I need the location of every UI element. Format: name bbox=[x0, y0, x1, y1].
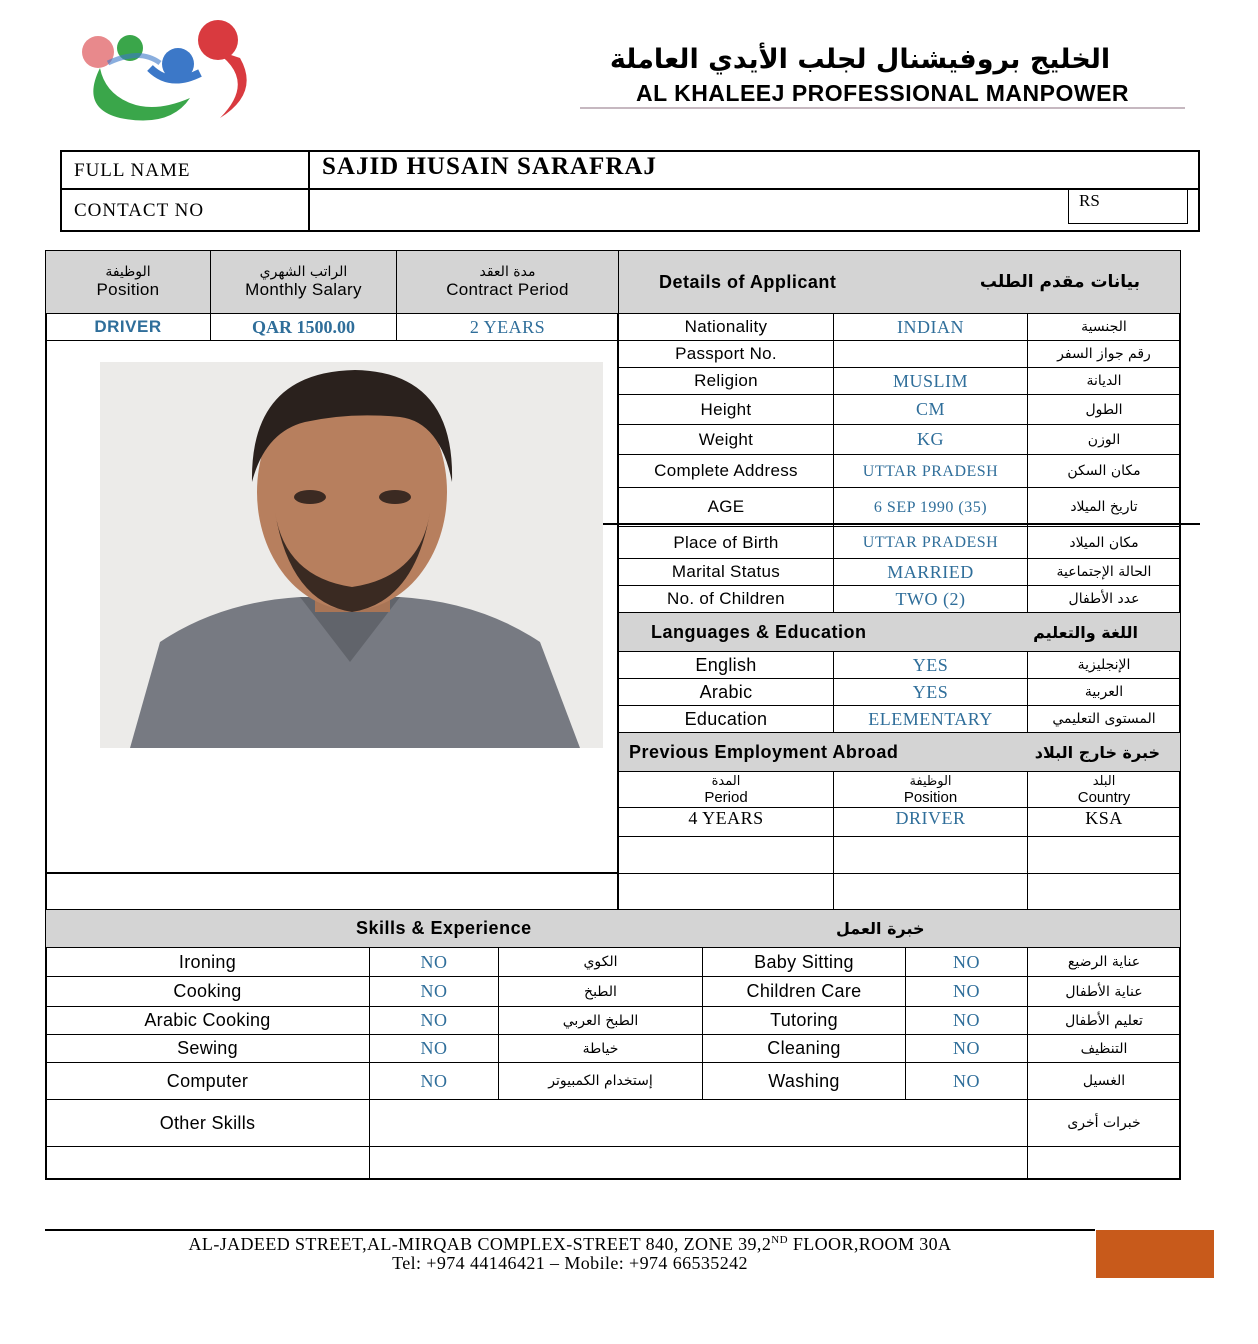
skill-label-ar: الطبخ العربي bbox=[562, 1012, 639, 1029]
detail-label: AGE bbox=[707, 497, 745, 516]
detail-value: MARRIED bbox=[887, 561, 974, 582]
emp-position-header-en: Position bbox=[903, 788, 958, 806]
detail-label-cell bbox=[618, 526, 834, 559]
detail-ar-cell bbox=[1027, 558, 1181, 586]
skill-value-cell bbox=[905, 1062, 1028, 1100]
detail-ar-cell bbox=[1027, 367, 1181, 395]
emp-empty-2a bbox=[618, 873, 834, 911]
contract-header-ar: مدة العقد bbox=[479, 264, 536, 280]
period-header-ar: المدة bbox=[711, 773, 741, 789]
salary-header-ar: الراتب الشهري bbox=[259, 264, 348, 280]
languages-title-ar: اللغة والتعليم bbox=[1033, 622, 1138, 642]
skill-value-cell bbox=[369, 1006, 499, 1035]
detail-label-ar: مكان السكن bbox=[1067, 463, 1141, 479]
detail-value-cell bbox=[833, 340, 1028, 368]
skill-value: NO bbox=[420, 1070, 448, 1091]
applicant-photo bbox=[100, 362, 603, 748]
period-header bbox=[618, 771, 834, 808]
skill-ar-cell bbox=[498, 1034, 703, 1063]
skill-value: NO bbox=[420, 1038, 448, 1058]
language-label-ar: الإنجليزية bbox=[1077, 657, 1131, 673]
detail-label: Nationality bbox=[684, 317, 768, 336]
skill-label-ar: تعليم الأطفال bbox=[1065, 1012, 1143, 1029]
skill-ar-cell bbox=[498, 1062, 703, 1100]
skill-ar-cell bbox=[498, 947, 703, 977]
detail-value-cell bbox=[833, 367, 1028, 395]
language-value: YES bbox=[912, 681, 949, 702]
detail-value-cell bbox=[833, 394, 1028, 425]
skill-label: Tutoring bbox=[770, 1010, 838, 1030]
detail-label-cell bbox=[618, 558, 834, 586]
company-logo bbox=[60, 18, 270, 128]
skill-label: Cooking bbox=[173, 981, 242, 1001]
skill-ar-cell bbox=[1027, 976, 1181, 1007]
contact-label: CONTACT NO bbox=[74, 200, 205, 221]
name-label-divider bbox=[308, 150, 310, 232]
skill-label: Ironing bbox=[178, 951, 237, 972]
period-header-en: Period bbox=[704, 788, 748, 806]
contract-header-en: Contract Period bbox=[446, 280, 569, 299]
language-label-ar: العربية bbox=[1084, 684, 1124, 700]
name-divider bbox=[60, 188, 1200, 190]
period-value bbox=[618, 807, 834, 837]
language-value-cell bbox=[833, 705, 1028, 733]
other-skills-label: Other Skills bbox=[159, 1112, 256, 1133]
detail-label: Height bbox=[700, 399, 752, 419]
skill-value: NO bbox=[953, 981, 980, 1001]
detail-label: Passport No. bbox=[675, 344, 777, 363]
detail-label-ar: الديانة bbox=[1086, 373, 1122, 389]
footer-accent-block bbox=[1096, 1230, 1214, 1278]
contract-value bbox=[396, 313, 619, 341]
skill-label-cell bbox=[702, 1034, 906, 1063]
detail-label-ar: عدد الأطفال bbox=[1068, 591, 1140, 607]
detail-label-ar: الطول bbox=[1085, 401, 1123, 418]
employment-header bbox=[618, 732, 1181, 772]
skill-label: Computer bbox=[166, 1070, 249, 1091]
skill-label-cell bbox=[702, 976, 906, 1007]
language-ar-cell bbox=[1027, 651, 1181, 679]
detail-label-cell bbox=[618, 487, 834, 527]
skill-label-cell bbox=[45, 1034, 370, 1063]
company-name-arabic: الخليج بروفيشنال لجلب الأيدي العاملة bbox=[609, 44, 1111, 75]
detail-ar-cell bbox=[1027, 487, 1181, 527]
skill-ar-cell bbox=[1027, 1062, 1181, 1100]
contract-value-text: 2 YEARS bbox=[469, 316, 546, 337]
detail-value: MUSLIM bbox=[892, 370, 968, 391]
employment-title-ar: خبرة خارج البلاد bbox=[1034, 742, 1160, 762]
skill-value-cell bbox=[369, 1034, 499, 1063]
detail-label: Religion bbox=[694, 371, 758, 390]
detail-ar-cell bbox=[1027, 424, 1181, 455]
languages-title-en: Languages & Education bbox=[651, 621, 867, 642]
skill-value-cell bbox=[905, 976, 1028, 1007]
skill-value-cell bbox=[905, 1006, 1028, 1035]
skill-label-ar: عناية الأطفال bbox=[1065, 983, 1143, 1000]
detail-value-cell bbox=[833, 424, 1028, 455]
other-skills-empty-c bbox=[1027, 1146, 1181, 1180]
skills-title-ar: خبرة العمل bbox=[836, 919, 925, 938]
skill-value: NO bbox=[953, 1010, 980, 1030]
detail-value-cell bbox=[833, 313, 1028, 341]
footer-address-sup: ND bbox=[771, 1234, 788, 1246]
emp-empty-1c bbox=[1027, 836, 1181, 874]
age-row-rule bbox=[603, 523, 1200, 525]
language-label: Education bbox=[684, 708, 768, 729]
detail-label-cell bbox=[618, 313, 834, 341]
details-title-ar: بيانات مقدم الطلب bbox=[979, 272, 1140, 292]
detail-label: Weight bbox=[698, 429, 754, 449]
skill-label-cell bbox=[702, 1006, 906, 1035]
languages-header bbox=[618, 612, 1181, 652]
position-header-ar: الوظيفة bbox=[105, 264, 151, 280]
skills-header bbox=[45, 909, 1181, 948]
emp-position-header bbox=[833, 771, 1028, 808]
detail-value: UTTAR PRADESH bbox=[862, 462, 999, 480]
detail-value-cell bbox=[833, 487, 1028, 527]
skill-value: NO bbox=[420, 951, 448, 972]
emp-empty-2c bbox=[1027, 873, 1181, 911]
skill-label-ar: الغسيل bbox=[1082, 1073, 1126, 1089]
language-label-cell bbox=[618, 651, 834, 679]
position-value bbox=[45, 313, 211, 341]
detail-value: KG bbox=[917, 429, 944, 449]
skill-label-cell bbox=[702, 947, 906, 977]
language-label-cell bbox=[618, 705, 834, 733]
country-header-en: Country bbox=[1077, 788, 1131, 806]
salary-value-text: QAR 1500.00 bbox=[252, 316, 355, 337]
skill-value: NO bbox=[953, 1038, 980, 1058]
other-skills-ar-cell bbox=[1027, 1099, 1181, 1147]
skill-ar-cell bbox=[498, 1006, 703, 1035]
detail-ar-cell bbox=[1027, 313, 1181, 341]
emp-position-value bbox=[833, 807, 1028, 837]
period-value-text: 4 YEARS bbox=[688, 808, 764, 828]
skill-value: NO bbox=[420, 1010, 448, 1030]
detail-ar-cell bbox=[1027, 454, 1181, 488]
other-skills-empty-a bbox=[45, 1146, 370, 1180]
contract-header bbox=[396, 250, 619, 314]
country-value-text: KSA bbox=[1085, 808, 1123, 828]
skill-value-cell bbox=[369, 947, 499, 977]
other-skills-value-cell bbox=[369, 1099, 1028, 1147]
other-skills-empty-b bbox=[369, 1146, 1028, 1180]
emp-empty-1b bbox=[833, 836, 1028, 874]
language-value-cell bbox=[833, 651, 1028, 679]
country-header bbox=[1027, 771, 1181, 808]
reference-code: RS bbox=[1068, 188, 1188, 224]
details-header bbox=[618, 250, 1181, 314]
detail-value: CM bbox=[915, 399, 945, 419]
company-name-english: AL KHALEEJ PROFESSIONAL MANPOWER bbox=[635, 80, 1130, 106]
skill-value: NO bbox=[953, 951, 980, 972]
language-ar-cell bbox=[1027, 678, 1181, 706]
detail-value: 6 SEP 1990 (35) bbox=[873, 498, 988, 516]
footer-rule bbox=[45, 1229, 1095, 1231]
footer-phones: Tel: +974 44146421 – Mobile: +974 66535242 bbox=[392, 1253, 748, 1273]
emp-position-header-ar: الوظيفة bbox=[909, 773, 952, 789]
skill-label: Cleaning bbox=[767, 1038, 841, 1058]
detail-label-ar: رقم جواز السفر bbox=[1057, 346, 1151, 362]
detail-label: Place of Birth bbox=[673, 532, 779, 552]
detail-label: Marital Status bbox=[671, 562, 781, 581]
skill-label-cell bbox=[45, 947, 370, 977]
skill-label-ar: الطبخ bbox=[584, 983, 617, 1000]
detail-ar-cell bbox=[1027, 394, 1181, 425]
detail-label-cell bbox=[618, 367, 834, 395]
skill-value-cell bbox=[369, 976, 499, 1007]
skill-ar-cell bbox=[498, 976, 703, 1007]
left-lower-row-rule bbox=[45, 872, 619, 874]
salary-header bbox=[210, 250, 397, 314]
detail-value-cell bbox=[833, 526, 1028, 559]
skill-label-ar: التنظيف bbox=[1080, 1040, 1128, 1057]
detail-label-ar: مكان الميلاد bbox=[1069, 534, 1139, 551]
skill-value: NO bbox=[953, 1070, 980, 1091]
skill-value-cell bbox=[905, 1034, 1028, 1063]
skill-label-ar: عناية الرضيع bbox=[1067, 954, 1141, 970]
language-label-cell bbox=[618, 678, 834, 706]
language-ar-cell bbox=[1027, 705, 1181, 733]
details-title-en: Details of Applicant bbox=[659, 271, 837, 292]
language-label: English bbox=[695, 654, 757, 675]
language-value: YES bbox=[912, 654, 949, 675]
country-header-ar: البلد bbox=[1092, 773, 1116, 789]
detail-value-cell bbox=[833, 585, 1028, 613]
detail-ar-cell bbox=[1027, 585, 1181, 613]
skill-ar-cell bbox=[1027, 947, 1181, 977]
skill-label: Arabic Cooking bbox=[144, 1010, 271, 1030]
full-name-label: FULL NAME bbox=[74, 160, 191, 181]
skill-ar-cell bbox=[1027, 1034, 1181, 1063]
language-value: ELEMENTARY bbox=[868, 708, 993, 729]
footer-address-main: AL-JADEED STREET,AL-MIRQAB COMPLEX-STREET 840, ZONE 39,2 bbox=[188, 1234, 772, 1254]
emp-empty-1a bbox=[618, 836, 834, 874]
detail-label-ar: الوزن bbox=[1087, 431, 1121, 448]
skill-value-cell bbox=[905, 947, 1028, 977]
skills-title-en: Skills & Experience bbox=[356, 918, 532, 938]
emp-empty-2b bbox=[833, 873, 1028, 911]
language-label: Arabic bbox=[699, 681, 753, 702]
country-value bbox=[1027, 807, 1181, 837]
skill-value: NO bbox=[420, 981, 448, 1001]
skill-label-cell bbox=[45, 976, 370, 1007]
detail-label-cell bbox=[618, 424, 834, 455]
skill-label: Baby Sitting bbox=[754, 951, 854, 972]
skill-value-cell bbox=[369, 1062, 499, 1100]
skill-label-ar: الكوي bbox=[583, 954, 618, 970]
skill-label-ar: خياطة bbox=[582, 1040, 619, 1057]
skill-ar-cell bbox=[1027, 1006, 1181, 1035]
detail-label: Complete Address bbox=[654, 461, 798, 480]
emp-position-value-text: DRIVER bbox=[895, 808, 966, 828]
detail-label-ar: الحالة الإجتماعية bbox=[1056, 564, 1152, 580]
skill-label-cell bbox=[45, 1006, 370, 1035]
salary-value bbox=[210, 313, 397, 341]
position-value-text: DRIVER bbox=[94, 317, 162, 336]
detail-label-ar: تاريخ الميلاد bbox=[1070, 499, 1138, 515]
position-header-en: Position bbox=[96, 280, 160, 299]
footer-address bbox=[45, 1234, 1095, 1255]
position-header bbox=[45, 250, 211, 314]
skill-label-cell bbox=[702, 1062, 906, 1100]
detail-ar-cell bbox=[1027, 340, 1181, 368]
full-name-value: SAJID HUSAIN SARAFRAJ bbox=[322, 153, 657, 180]
detail-value: UTTAR PRADESH bbox=[862, 534, 999, 551]
skill-label: Washing bbox=[768, 1070, 840, 1091]
language-value-cell bbox=[833, 678, 1028, 706]
language-label-ar: المستوى التعليمي bbox=[1052, 711, 1156, 727]
skill-label: Children Care bbox=[746, 981, 862, 1001]
detail-value-cell bbox=[833, 454, 1028, 488]
detail-label-cell bbox=[618, 585, 834, 613]
detail-value: INDIAN bbox=[897, 316, 964, 337]
other-skills-label-cell bbox=[45, 1099, 370, 1147]
detail-label-cell bbox=[618, 340, 834, 368]
detail-label-cell bbox=[618, 454, 834, 488]
header-rule bbox=[580, 107, 1185, 109]
detail-label-cell bbox=[618, 394, 834, 425]
skill-label-ar: إستخدام الكمبيوتر bbox=[548, 1073, 653, 1089]
detail-value: TWO (2) bbox=[895, 588, 966, 609]
detail-ar-cell bbox=[1027, 526, 1181, 559]
salary-header-en: Monthly Salary bbox=[245, 280, 362, 299]
skill-label: Sewing bbox=[177, 1038, 238, 1058]
other-skills-ar: خبرات أخرى bbox=[1067, 1115, 1141, 1131]
detail-label: No. of Children bbox=[667, 589, 785, 608]
skill-label-cell bbox=[45, 1062, 370, 1100]
employment-title-en: Previous Employment Abroad bbox=[629, 741, 899, 762]
footer-address-end: FLOOR,ROOM 30A bbox=[787, 1234, 952, 1254]
detail-label-ar: الجنسية bbox=[1081, 319, 1127, 335]
detail-value-cell bbox=[833, 558, 1028, 586]
